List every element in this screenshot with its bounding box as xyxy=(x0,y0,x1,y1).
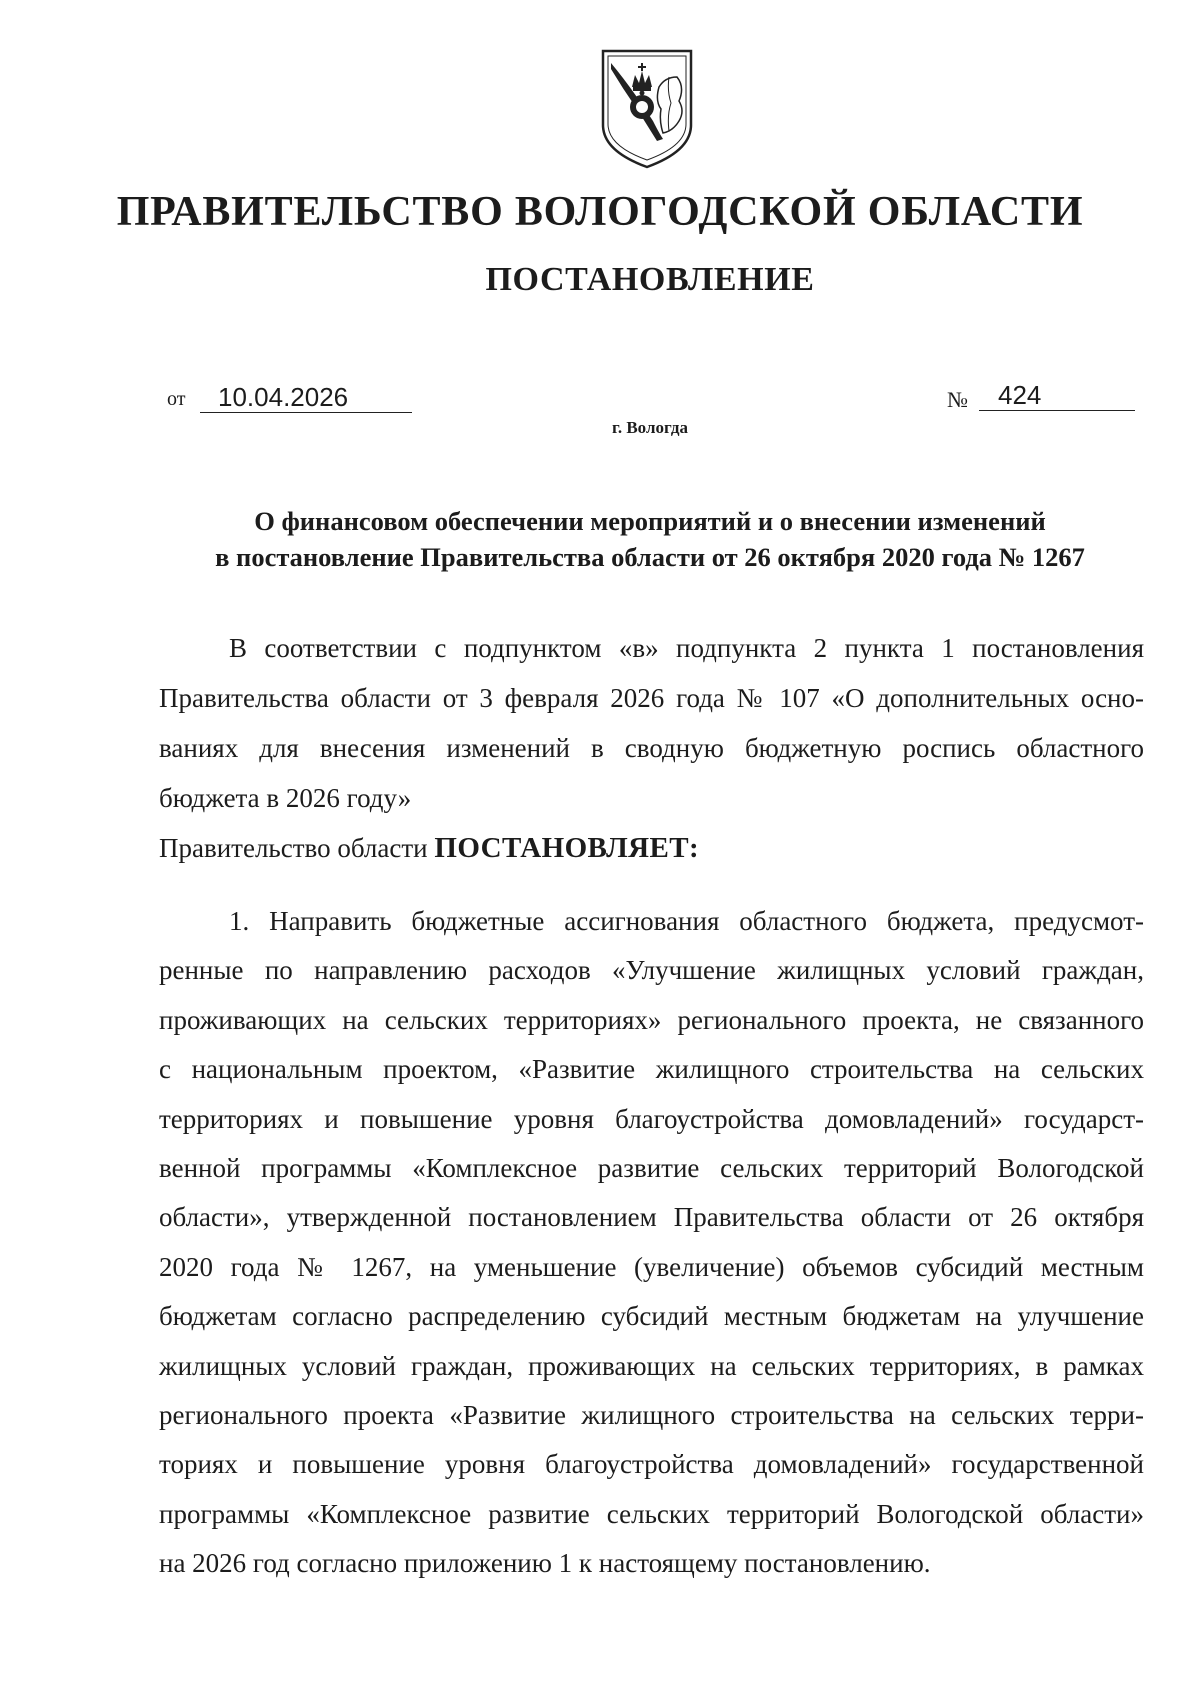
clause-line: программы «Комплексное развитие сельских территорий Вологодской области» xyxy=(159,1498,1144,1529)
clause-line: ренные по направлению расходов «Улучшение жилищных условий граждан, xyxy=(159,955,1144,986)
clause-line: с национальным проектом, «Развитие жилищного строительства на сельских xyxy=(159,1054,1144,1085)
document-city: г. Вологда xyxy=(612,418,688,437)
clause-line: бюджетам согласно распределению субсидий местным бюджетам на улучшение xyxy=(159,1301,1144,1332)
subject-line: О финансовом обеспечении мероприятий и о внесении изменений xyxy=(254,506,1046,536)
document-date: 10.04.2026 xyxy=(200,382,412,413)
organization-heading: ПРАВИТЕЛЬСТВО ВОЛОГОДСКОЙ ОБЛАСТИ xyxy=(116,189,1084,235)
preamble-line: бюджета в 2026 году» xyxy=(159,783,412,813)
number-prefix: № xyxy=(947,387,968,412)
date-prefix: от xyxy=(167,388,186,410)
resolution-text xyxy=(159,823,1144,873)
document-type-heading: ПОСТАНОВЛЕНИЕ xyxy=(485,261,815,298)
preamble-line: Правительства области от 3 февраля 2026 года № 107 «О дополнительных осно- xyxy=(159,683,1144,713)
resolution-prefix: Правительство области xyxy=(159,833,428,863)
document-number: 424 xyxy=(979,380,1135,411)
clause-line: на 2026 год согласно приложению 1 к настоящему постановлению. xyxy=(159,1548,931,1579)
resolution-keyword: ПОСТАНОВЛЯЕТ: xyxy=(434,832,700,864)
clause-line: регионального проекта «Развитие жилищного строительства на сельских терри- xyxy=(159,1400,1144,1431)
clause-line: территориях и повышение уровня благоустройства домовладений» государст- xyxy=(159,1103,1144,1134)
resolution-line xyxy=(159,823,1144,873)
clause-line: 1. Направить бюджетные ассигнования областного бюджета, предусмот- xyxy=(229,906,1144,936)
clause-line: области», утвержденной постановлением Правительства области от 26 октября xyxy=(159,1202,1144,1233)
clause-line: венной программы «Комплексное развитие сельских территорий Вологодской xyxy=(159,1153,1144,1184)
clause-line: ториях и повышение уровня благоустройства домовладений» государственной xyxy=(159,1449,1144,1480)
preamble-line: ваниях для внесения изменений в сводную бюджетную роспись областного xyxy=(159,733,1144,763)
document-subject xyxy=(0,503,1200,575)
coat-of-arms-icon xyxy=(599,47,695,169)
preamble-paragraph xyxy=(159,623,1144,823)
preamble-line: В соответствии с подпунктом «в» подпункта 2 пункта 1 постановления xyxy=(229,633,1144,663)
clause-line: 2020 года № 1267, на уменьшение (увеличение) объемов субсидий местным xyxy=(159,1251,1144,1282)
clause-line: жилищных условий граждан, проживающих на сельских территориях, в рамках xyxy=(159,1350,1144,1381)
clause-1-paragraph xyxy=(159,897,1144,1589)
subject-line: в постановление Правительства области от 26 октября 2020 года № 1267 xyxy=(215,542,1085,572)
clause-line: проживающих на сельских территориях» регионального проекта, не связанного xyxy=(159,1004,1144,1035)
